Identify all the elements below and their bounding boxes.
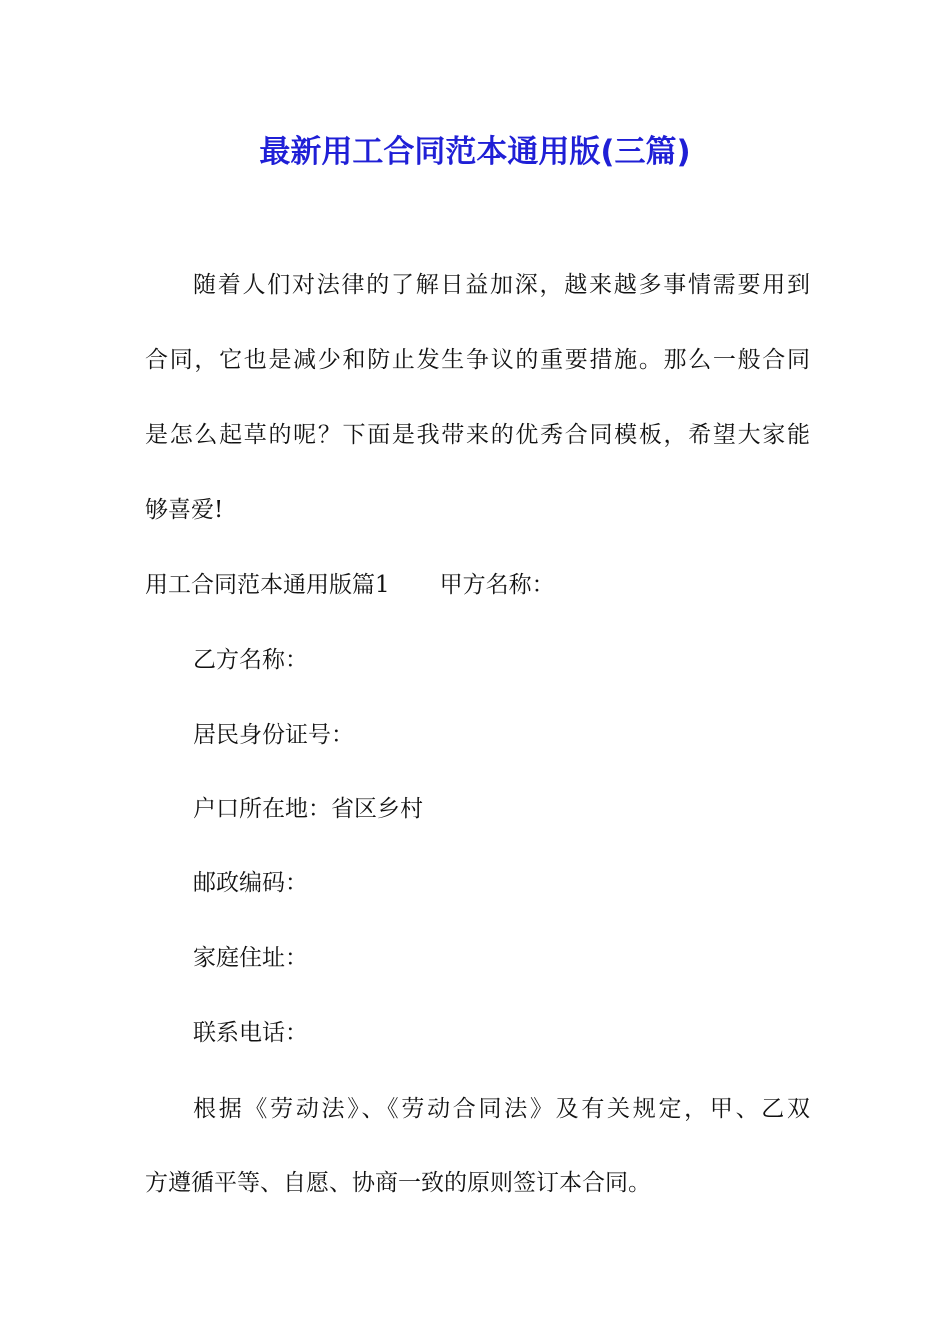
intro-line-4: 够喜爱!	[145, 497, 224, 523]
field-id-number: 居民身份证号：	[193, 722, 354, 748]
field-phone: 联系电话：	[193, 1020, 308, 1046]
section-1-heading-line	[145, 568, 810, 602]
clause-line-2: 方遵循平等、自愿、协商一致的原则签订本合同。	[145, 1170, 651, 1196]
clause-line-1: 根据《劳动法》、《劳动合同法》及有关规定，甲、乙双	[193, 1096, 810, 1122]
intro-line-3: 是怎么起草的呢？下面是我带来的优秀合同模板，希望大家能	[145, 422, 810, 448]
intro-line-1: 随着人们对法律的了解日益加深，越来越多事情需要用到	[193, 272, 810, 298]
intro-line-2: 合同，它也是减少和防止发生争议的重要措施。那么一般合同	[145, 347, 810, 373]
section-1-heading: 用工合同范本通用版篇1	[145, 572, 390, 598]
field-party-b: 乙方名称：	[193, 647, 308, 673]
field-home-address: 家庭住址：	[193, 945, 308, 971]
party-a-label: 甲方名称：	[439, 572, 555, 598]
field-postal-code: 邮政编码：	[193, 870, 308, 896]
document-title: 最新用工合同范本通用版(三篇)	[259, 134, 691, 170]
field-household-registration: 户口所在地：省区乡村	[193, 796, 423, 822]
